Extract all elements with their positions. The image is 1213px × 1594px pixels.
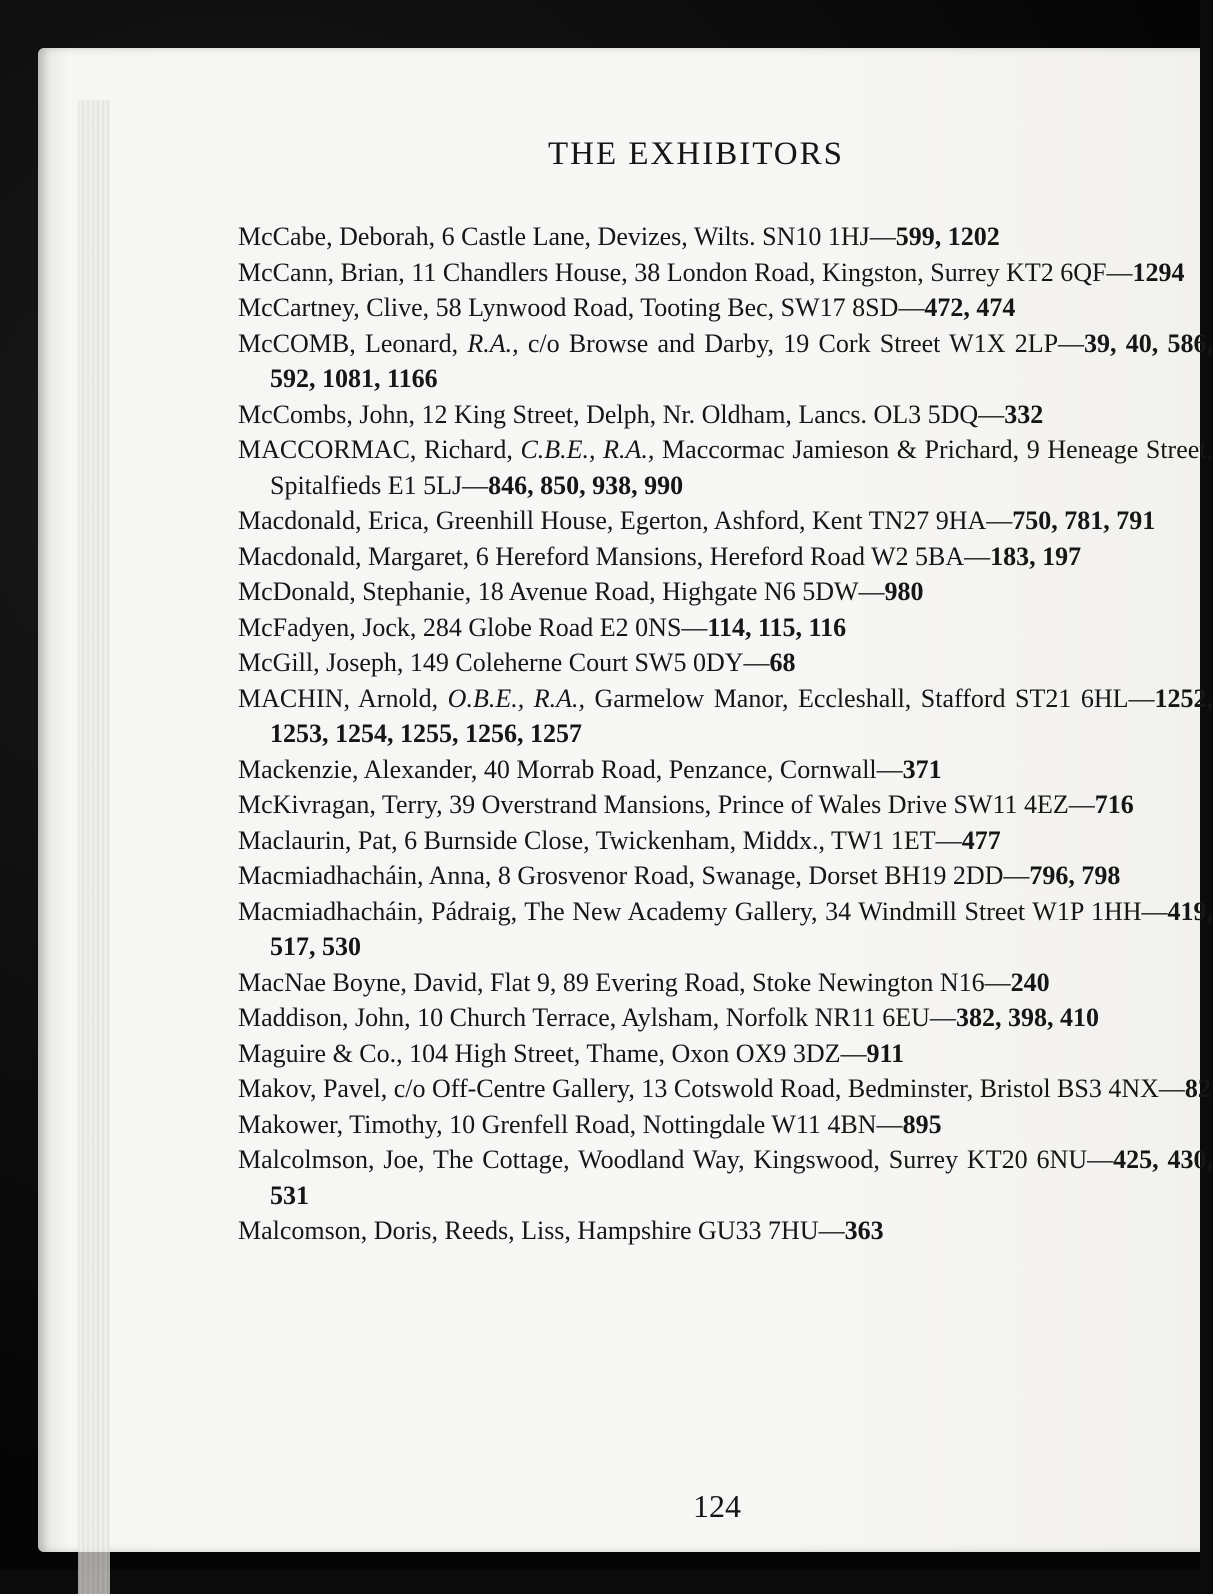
exhibitor-name: Macmiadhacháin, Anna, <box>238 861 498 890</box>
exhibitor-name: MACHIN, Arnold, <box>238 683 448 713</box>
exhibitor-name: McCabe, Deborah, <box>238 222 442 251</box>
exhibit-numbers: 477 <box>961 825 1001 855</box>
exhibitor-address: Reeds, Liss, Hampshire GU33 7HU— <box>444 1216 845 1245</box>
exhibit-numbers: 895 <box>902 1109 942 1139</box>
exhibitor-name: McGill, Joseph, <box>238 648 410 677</box>
exhibit-numbers: 750, 781, 791 <box>1012 506 1156 535</box>
exhibit-numbers: 716 <box>1094 790 1134 819</box>
exhibitor-address: 18 Avenue Road, Highgate N6 5DW— <box>477 577 885 606</box>
exhibit-numbers: 240 <box>1010 967 1050 997</box>
exhibitor-name: Makower, Timothy, <box>238 1109 450 1139</box>
exhibitor-address: Greenhill House, Egerton, Ashford, Kent TN27 9HA— <box>435 506 1013 535</box>
exhibitor-name: MacNae Boyne, David, <box>238 967 490 997</box>
exhibitor-name: McCOMB, Leonard, <box>238 328 468 358</box>
exhibit-numbers: 1294 <box>1132 257 1185 287</box>
exhibitor-entry <box>238 1071 1213 1107</box>
exhibitor-name: Macdonald, Margaret, <box>238 541 476 571</box>
exhibitor-name: McCombs, John, <box>238 399 422 429</box>
exhibit-numbers: 39, 40, 586, 592, 1081, 1166 <box>270 328 1213 393</box>
exhibitor-honours: R.A., <box>467 328 519 358</box>
exhibitor-entry <box>238 219 1213 255</box>
exhibitor-address: 58 Lynwood Road, Tooting Bec, SW17 8SD— <box>435 293 925 322</box>
exhibitor-name: Maddison, John, <box>238 1003 418 1032</box>
book-page <box>38 48 1213 1552</box>
exhibitor-address: 40 Morrab Road, Penzance, Cornwall— <box>483 754 903 784</box>
exhibitor-address: 8 Grosvenor Road, Swanage, Dorset BH19 2DD— <box>497 861 1030 890</box>
exhibit-numbers: 183, 197 <box>990 541 1082 571</box>
exhibitor-address: Flat 9, 89 Evering Road, Stoke Newington N16— <box>489 967 1011 997</box>
exhibitor-entry <box>238 290 1213 326</box>
exhibit-numbers: 332 <box>1004 399 1044 429</box>
exhibitor-name: McCann, Brian, <box>238 257 412 287</box>
exhibitor-entry <box>238 610 1213 646</box>
exhibitor-entry <box>238 503 1213 539</box>
exhibitor-entry <box>238 752 1213 788</box>
exhibit-numbers: 980 <box>884 577 924 606</box>
exhibitor-entry <box>238 823 1213 859</box>
exhibitor-name: McFadyen, Jock, <box>238 612 423 642</box>
exhibit-numbers: 796, 798 <box>1029 861 1121 890</box>
exhibitor-honours: O.B.E., R.A., <box>447 683 585 713</box>
exhibit-numbers: 599, 1202 <box>895 222 1000 251</box>
exhibitor-entry <box>238 858 1213 894</box>
exhibitor-list <box>238 219 1213 1249</box>
exhibitor-entry <box>238 1142 1213 1213</box>
exhibitor-entry <box>238 326 1213 397</box>
exhibit-numbers: 363 <box>844 1216 884 1245</box>
exhibitor-name: Malcomson, Doris, <box>238 1216 445 1245</box>
exhibitor-address: 12 King Street, Delph, Nr. Oldham, Lancs. OL3 5DQ— <box>421 399 1005 429</box>
exhibitor-address: The New Academy Gallery, 34 Windmill Street W1P 1HH— <box>524 896 1168 926</box>
exhibit-numbers: 425, 430, 531 <box>270 1145 1213 1210</box>
exhibit-numbers: 114, 115, 116 <box>707 612 847 642</box>
exhibitor-name: McCartney, Clive, <box>238 293 436 322</box>
exhibitor-name: Maclaurin, Pat, <box>238 825 405 855</box>
exhibitor-name: Maguire & Co., <box>238 1038 410 1068</box>
exhibitor-address: c/o Browse and Darby, 19 Cork Street W1X 2LP— <box>518 328 1085 358</box>
exhibitor-address: 11 Chandlers House, 38 London Road, Kingston, Surrey KT2 6QF— <box>411 257 1133 287</box>
exhibitor-entry <box>238 681 1213 752</box>
exhibit-numbers: 846, 850, 938, 990 <box>488 470 684 500</box>
exhibitor-entry <box>238 432 1213 503</box>
exhibitor-address: 104 High Street, Thame, Oxon OX9 3DZ— <box>409 1038 867 1068</box>
exhibitor-entry <box>238 1036 1213 1072</box>
exhibitor-address: 6 Hereford Mansions, Hereford Road W2 5BA— <box>475 541 991 571</box>
exhibitor-honours: C.B.E., R.A., <box>520 435 655 464</box>
exhibitor-address: Maccormac Jamieson & Prichard, 9 Heneage Street, Spitalfieds E1 5LJ— <box>270 435 1213 500</box>
exhibitor-entry <box>238 1107 1213 1143</box>
exhibitor-address: The Cottage, Woodland Way, Kingswood, Surrey KT20 6NU— <box>432 1145 1114 1174</box>
exhibit-numbers: 911 <box>866 1038 905 1068</box>
exhibitor-address: 10 Church Terrace, Aylsham, Norfolk NR11 6EU— <box>417 1003 956 1032</box>
exhibitor-address: Garmelow Manor, Eccleshall, Stafford ST21 6HL— <box>584 683 1155 713</box>
exhibitor-entry <box>238 255 1213 291</box>
exhibitor-name: Makov, Pavel, <box>238 1074 394 1103</box>
exhibitor-entry <box>238 894 1213 965</box>
exhibitor-entry <box>238 539 1213 575</box>
exhibitor-name: Malcolmson, Joe, <box>238 1145 433 1174</box>
exhibitor-entry <box>238 965 1213 1001</box>
page-number: 124 <box>693 1488 741 1524</box>
exhibitor-name: Macdonald, Erica, <box>238 506 436 535</box>
exhibitor-address: c/o Off-Centre Gallery, 13 Cotswold Road, Bedminster, Bristol BS3 4NX— <box>393 1074 1185 1103</box>
exhibit-numbers: 1252, 1253, 1254, 1255, 1256, 1257 <box>270 683 1213 748</box>
exhibitor-entry <box>238 1213 1213 1249</box>
exhibitor-name: MACCORMAC, Richard, <box>238 435 521 464</box>
exhibitor-entry <box>238 397 1213 433</box>
exhibit-numbers: 382, 398, 410 <box>955 1003 1099 1032</box>
exhibitor-entry <box>238 1000 1213 1036</box>
exhibitor-address: 6 Castle Lane, Devizes, Wilts. SN10 1HJ— <box>441 222 896 251</box>
exhibitor-address: 10 Grenfell Road, Nottingdale W11 4BN— <box>449 1109 903 1139</box>
exhibitor-name: Mackenzie, Alexander, <box>238 754 484 784</box>
exhibit-numbers: 68 <box>769 648 796 677</box>
exhibitor-name: McKivragan, Terry, <box>238 790 450 819</box>
page-edge <box>78 100 110 1594</box>
exhibitor-address: 149 Coleherne Court SW5 0DY— <box>409 648 770 677</box>
exhibitor-entry <box>238 645 1213 681</box>
exhibit-numbers: 82 <box>1184 1074 1211 1103</box>
exhibit-numbers: 419, 517, 530 <box>270 896 1213 961</box>
exhibit-numbers: 472, 474 <box>924 293 1016 322</box>
exhibitor-entry <box>238 574 1213 610</box>
exhibitor-address: 39 Overstrand Mansions, Prince of Wales Drive SW11 4EZ— <box>449 790 1095 819</box>
exhibit-numbers: 371 <box>902 754 942 784</box>
exhibitor-address: 284 Globe Road E2 0NS— <box>422 612 708 642</box>
exhibitor-name: Macmiadhacháin, Pádraig, <box>238 896 525 926</box>
exhibitor-address: 6 Burnside Close, Twickenham, Middx., TW1 1ET— <box>404 825 962 855</box>
exhibitor-entry <box>238 787 1213 823</box>
page-title: THE EXHIBITORS <box>548 136 844 172</box>
exhibitor-name: McDonald, Stephanie, <box>238 577 478 606</box>
